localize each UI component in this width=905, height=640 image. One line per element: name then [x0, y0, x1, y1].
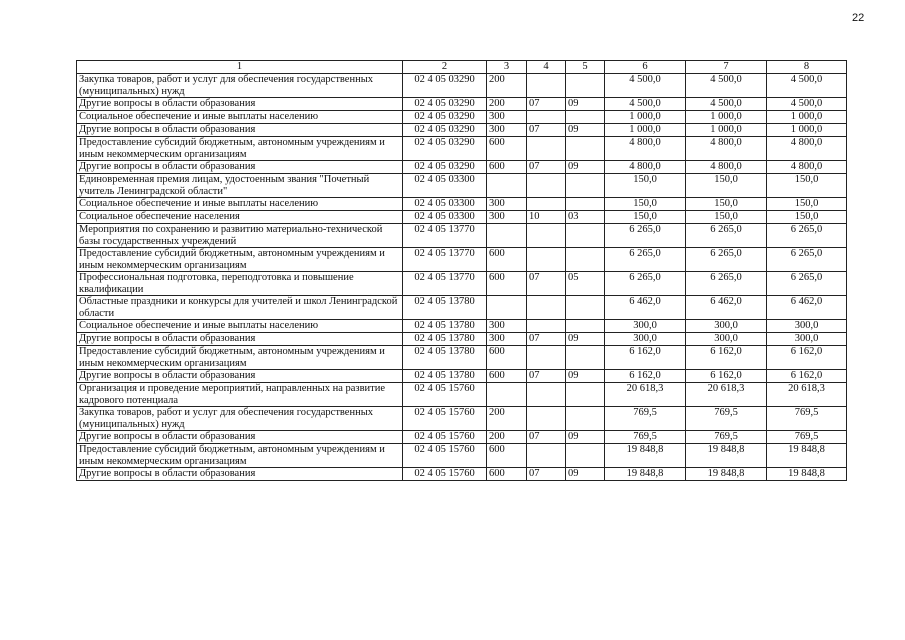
row-col5-cell — [566, 198, 605, 211]
row-value-col8-cell: 4 500,0 — [767, 98, 847, 111]
row-value-col8-cell: 20 618,3 — [767, 383, 847, 407]
row-name-cell: Другие вопросы в области образования — [77, 333, 403, 346]
row-value-col7-cell: 150,0 — [686, 174, 767, 198]
row-col3-cell: 200 — [487, 407, 527, 431]
row-value-col6-cell: 150,0 — [605, 198, 686, 211]
row-col3-cell: 600 — [487, 370, 527, 383]
table-row — [77, 383, 847, 407]
row-value-col6-cell: 4 800,0 — [605, 137, 686, 161]
row-value-col7-cell: 6 162,0 — [686, 346, 767, 370]
row-code-cell: 02 4 05 03290 — [403, 98, 487, 111]
table-row — [77, 407, 847, 431]
table-row — [77, 174, 847, 198]
table-row — [77, 296, 847, 320]
row-col4-cell — [527, 248, 566, 272]
row-code-cell: 02 4 05 03290 — [403, 161, 487, 174]
row-name-cell: Предоставление субсидий бюджетным, автономным учреждениям и иным некоммерческим организациям — [77, 248, 403, 272]
row-col4-cell — [527, 198, 566, 211]
table-row — [77, 137, 847, 161]
row-name-cell: Единовременная премия лицам, удостоенным звания "Почетный учитель Ленинградской области" — [77, 174, 403, 198]
row-value-col7-cell: 150,0 — [686, 198, 767, 211]
row-col5-cell: 09 — [566, 370, 605, 383]
row-name-cell: Социальное обеспечение и иные выплаты населению — [77, 198, 403, 211]
row-value-col6-cell: 769,5 — [605, 431, 686, 444]
row-name-cell: Другие вопросы в области образования — [77, 370, 403, 383]
row-name-cell: Другие вопросы в области образования — [77, 98, 403, 111]
row-value-col6-cell: 769,5 — [605, 407, 686, 431]
row-col4-cell: 07 — [527, 370, 566, 383]
row-value-col8-cell: 6 265,0 — [767, 248, 847, 272]
row-value-col8-cell: 6 162,0 — [767, 370, 847, 383]
row-value-col7-cell: 769,5 — [686, 407, 767, 431]
row-name-cell: Мероприятия по сохранению и развитию материально-технической базы государственных учреждений — [77, 224, 403, 248]
column-header: 2 — [403, 61, 487, 74]
row-col4-cell — [527, 407, 566, 431]
row-col4-cell — [527, 383, 566, 407]
table-row — [77, 431, 847, 444]
row-value-col8-cell: 150,0 — [767, 198, 847, 211]
row-col3-cell — [487, 383, 527, 407]
row-code-cell: 02 4 05 03290 — [403, 137, 487, 161]
row-value-col6-cell: 6 265,0 — [605, 248, 686, 272]
row-col3-cell: 200 — [487, 98, 527, 111]
column-header: 1 — [77, 61, 403, 74]
row-value-col7-cell: 300,0 — [686, 320, 767, 333]
row-col4-cell: 07 — [527, 468, 566, 481]
row-code-cell: 02 4 05 15760 — [403, 468, 487, 481]
row-code-cell: 02 4 05 15760 — [403, 383, 487, 407]
row-col5-cell — [566, 320, 605, 333]
row-code-cell: 02 4 05 15760 — [403, 444, 487, 468]
row-col3-cell — [487, 296, 527, 320]
table-row — [77, 224, 847, 248]
row-name-cell: Закупка товаров, работ и услуг для обеспечения государственных (муниципальных) нужд — [77, 74, 403, 98]
row-code-cell: 02 4 05 13780 — [403, 320, 487, 333]
table-row — [77, 468, 847, 481]
row-col5-cell — [566, 444, 605, 468]
row-col5-cell — [566, 346, 605, 370]
budget-table — [76, 60, 847, 481]
row-value-col8-cell: 4 800,0 — [767, 137, 847, 161]
row-col3-cell — [487, 224, 527, 248]
row-name-cell: Областные праздники и конкурсы для учителей и школ Ленинградской области — [77, 296, 403, 320]
row-col3-cell: 600 — [487, 272, 527, 296]
row-value-col7-cell: 6 265,0 — [686, 224, 767, 248]
row-col4-cell: 07 — [527, 333, 566, 346]
row-name-cell: Социальное обеспечение и иные выплаты населению — [77, 111, 403, 124]
row-col4-cell — [527, 137, 566, 161]
row-name-cell: Организация и проведение мероприятий, направленных на развитие кадрового потенциала — [77, 383, 403, 407]
row-value-col7-cell: 19 848,8 — [686, 444, 767, 468]
row-value-col6-cell: 150,0 — [605, 174, 686, 198]
row-code-cell: 02 4 05 15760 — [403, 431, 487, 444]
row-value-col8-cell: 1 000,0 — [767, 111, 847, 124]
row-value-col7-cell: 4 500,0 — [686, 98, 767, 111]
table-row — [77, 346, 847, 370]
row-col5-cell: 09 — [566, 98, 605, 111]
row-value-col6-cell: 4 800,0 — [605, 161, 686, 174]
row-value-col7-cell: 4 500,0 — [686, 74, 767, 98]
row-col3-cell: 300 — [487, 320, 527, 333]
column-header: 3 — [487, 61, 527, 74]
row-col5-cell — [566, 224, 605, 248]
row-value-col7-cell: 20 618,3 — [686, 383, 767, 407]
table-row — [77, 98, 847, 111]
row-col3-cell: 300 — [487, 111, 527, 124]
row-value-col6-cell: 6 162,0 — [605, 370, 686, 383]
table-row — [77, 74, 847, 98]
row-name-cell: Предоставление субсидий бюджетным, автономным учреждениям и иным некоммерческим организациям — [77, 346, 403, 370]
row-col5-cell — [566, 383, 605, 407]
table-row — [77, 124, 847, 137]
row-col5-cell: 09 — [566, 161, 605, 174]
row-value-col6-cell: 300,0 — [605, 320, 686, 333]
row-name-cell: Предоставление субсидий бюджетным, автономным учреждениям и иным некоммерческим организациям — [77, 444, 403, 468]
table-row — [77, 198, 847, 211]
row-code-cell: 02 4 05 13780 — [403, 296, 487, 320]
row-col4-cell: 07 — [527, 431, 566, 444]
row-value-col7-cell: 19 848,8 — [686, 468, 767, 481]
row-col4-cell — [527, 320, 566, 333]
row-code-cell: 02 4 05 13780 — [403, 370, 487, 383]
row-col5-cell — [566, 111, 605, 124]
row-value-col8-cell: 19 848,8 — [767, 444, 847, 468]
row-col3-cell: 600 — [487, 248, 527, 272]
row-col5-cell: 03 — [566, 211, 605, 224]
row-value-col7-cell: 4 800,0 — [686, 161, 767, 174]
row-value-col8-cell: 6 265,0 — [767, 272, 847, 296]
row-value-col6-cell: 4 500,0 — [605, 74, 686, 98]
row-col4-cell — [527, 296, 566, 320]
row-col5-cell — [566, 248, 605, 272]
table-header-row — [77, 61, 847, 74]
row-col3-cell: 600 — [487, 137, 527, 161]
row-value-col6-cell: 4 500,0 — [605, 98, 686, 111]
row-value-col7-cell: 300,0 — [686, 333, 767, 346]
row-col3-cell: 300 — [487, 124, 527, 137]
row-value-col8-cell: 769,5 — [767, 407, 847, 431]
row-value-col7-cell: 6 462,0 — [686, 296, 767, 320]
row-col3-cell: 200 — [487, 74, 527, 98]
table-row — [77, 161, 847, 174]
table-row — [77, 211, 847, 224]
column-header: 5 — [566, 61, 605, 74]
row-value-col6-cell: 19 848,8 — [605, 444, 686, 468]
row-value-col8-cell: 6 265,0 — [767, 224, 847, 248]
row-col4-cell — [527, 346, 566, 370]
row-value-col6-cell: 1 000,0 — [605, 124, 686, 137]
row-value-col8-cell: 300,0 — [767, 320, 847, 333]
row-value-col8-cell: 6 162,0 — [767, 346, 847, 370]
table-body — [77, 74, 847, 481]
row-code-cell: 02 4 05 13780 — [403, 346, 487, 370]
row-col5-cell: 09 — [566, 124, 605, 137]
row-col4-cell — [527, 444, 566, 468]
row-col4-cell: 07 — [527, 161, 566, 174]
row-value-col8-cell: 150,0 — [767, 174, 847, 198]
row-col3-cell: 300 — [487, 333, 527, 346]
table-row — [77, 320, 847, 333]
row-col4-cell: 07 — [527, 124, 566, 137]
row-name-cell: Другие вопросы в области образования — [77, 468, 403, 481]
column-header: 8 — [767, 61, 847, 74]
row-name-cell: Другие вопросы в области образования — [77, 431, 403, 444]
column-header: 6 — [605, 61, 686, 74]
row-col5-cell: 09 — [566, 431, 605, 444]
column-header: 7 — [686, 61, 767, 74]
row-name-cell: Предоставление субсидий бюджетным, автономным учреждениям и иным некоммерческим организациям — [77, 137, 403, 161]
row-col5-cell: 09 — [566, 468, 605, 481]
row-value-col7-cell: 150,0 — [686, 211, 767, 224]
row-code-cell: 02 4 05 13770 — [403, 272, 487, 296]
row-code-cell: 02 4 05 15760 — [403, 407, 487, 431]
row-col4-cell — [527, 74, 566, 98]
row-value-col8-cell: 4 800,0 — [767, 161, 847, 174]
row-code-cell: 02 4 05 13780 — [403, 333, 487, 346]
row-col3-cell: 300 — [487, 198, 527, 211]
row-value-col6-cell: 1 000,0 — [605, 111, 686, 124]
table-row — [77, 111, 847, 124]
row-col3-cell: 600 — [487, 468, 527, 481]
row-value-col8-cell: 769,5 — [767, 431, 847, 444]
row-col4-cell: 07 — [527, 272, 566, 296]
row-col3-cell: 600 — [487, 161, 527, 174]
table-row — [77, 370, 847, 383]
row-col5-cell — [566, 74, 605, 98]
row-col3-cell: 200 — [487, 431, 527, 444]
row-col4-cell — [527, 224, 566, 248]
row-name-cell: Профессиональная подготовка, переподготовка и повышение квалификации — [77, 272, 403, 296]
row-value-col7-cell: 1 000,0 — [686, 111, 767, 124]
row-name-cell: Социальное обеспечение и иные выплаты населению — [77, 320, 403, 333]
row-code-cell: 02 4 05 03300 — [403, 174, 487, 198]
row-col3-cell: 600 — [487, 346, 527, 370]
row-value-col6-cell: 150,0 — [605, 211, 686, 224]
row-value-col7-cell: 1 000,0 — [686, 124, 767, 137]
column-header: 4 — [527, 61, 566, 74]
row-col5-cell — [566, 174, 605, 198]
row-value-col6-cell: 6 162,0 — [605, 346, 686, 370]
row-value-col8-cell: 150,0 — [767, 211, 847, 224]
row-value-col6-cell: 300,0 — [605, 333, 686, 346]
row-value-col7-cell: 769,5 — [686, 431, 767, 444]
row-name-cell: Социальное обеспечение населения — [77, 211, 403, 224]
row-value-col6-cell: 6 265,0 — [605, 272, 686, 296]
row-value-col6-cell: 19 848,8 — [605, 468, 686, 481]
row-value-col8-cell: 300,0 — [767, 333, 847, 346]
row-value-col6-cell: 6 462,0 — [605, 296, 686, 320]
row-col3-cell — [487, 174, 527, 198]
row-col5-cell: 09 — [566, 333, 605, 346]
row-value-col7-cell: 4 800,0 — [686, 137, 767, 161]
row-code-cell: 02 4 05 03290 — [403, 111, 487, 124]
page-number: 22 — [852, 12, 865, 24]
row-code-cell: 02 4 05 03300 — [403, 211, 487, 224]
row-code-cell: 02 4 05 03300 — [403, 198, 487, 211]
table-row — [77, 333, 847, 346]
row-col4-cell: 10 — [527, 211, 566, 224]
row-col3-cell: 300 — [487, 211, 527, 224]
table-row — [77, 272, 847, 296]
row-col4-cell: 07 — [527, 98, 566, 111]
row-name-cell: Закупка товаров, работ и услуг для обеспечения государственных (муниципальных) нужд — [77, 407, 403, 431]
row-col5-cell: 05 — [566, 272, 605, 296]
row-code-cell: 02 4 05 13770 — [403, 248, 487, 272]
row-code-cell: 02 4 05 13770 — [403, 224, 487, 248]
row-code-cell: 02 4 05 03290 — [403, 124, 487, 137]
row-value-col6-cell: 6 265,0 — [605, 224, 686, 248]
row-col4-cell — [527, 111, 566, 124]
row-col4-cell — [527, 174, 566, 198]
row-name-cell: Другие вопросы в области образования — [77, 161, 403, 174]
table-row — [77, 248, 847, 272]
row-col5-cell — [566, 407, 605, 431]
row-value-col7-cell: 6 265,0 — [686, 272, 767, 296]
row-value-col6-cell: 20 618,3 — [605, 383, 686, 407]
row-value-col8-cell: 19 848,8 — [767, 468, 847, 481]
row-col3-cell: 600 — [487, 444, 527, 468]
row-value-col8-cell: 4 500,0 — [767, 74, 847, 98]
table-row — [77, 444, 847, 468]
row-name-cell: Другие вопросы в области образования — [77, 124, 403, 137]
row-col5-cell — [566, 296, 605, 320]
row-value-col7-cell: 6 265,0 — [686, 248, 767, 272]
row-value-col8-cell: 1 000,0 — [767, 124, 847, 137]
row-col5-cell — [566, 137, 605, 161]
row-code-cell: 02 4 05 03290 — [403, 74, 487, 98]
row-value-col8-cell: 6 462,0 — [767, 296, 847, 320]
row-value-col7-cell: 6 162,0 — [686, 370, 767, 383]
